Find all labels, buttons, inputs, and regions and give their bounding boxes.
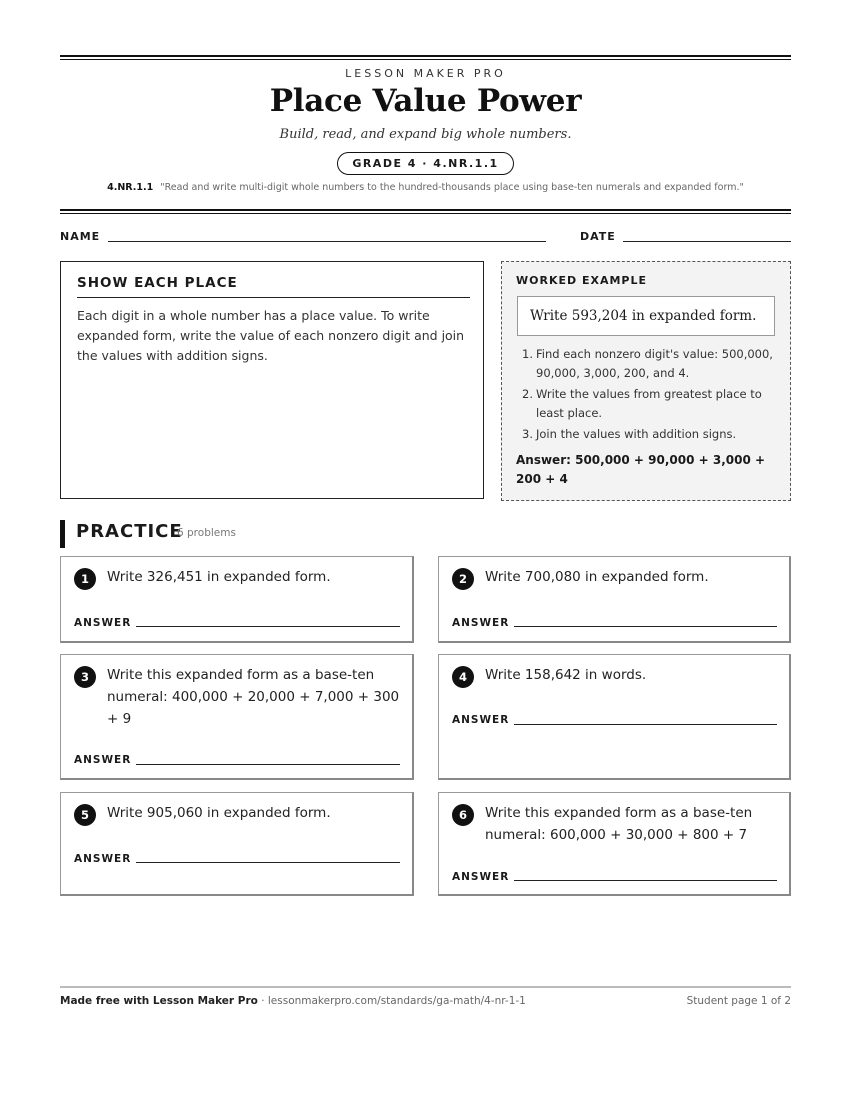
brand-name: LESSON MAKER PRO	[345, 67, 506, 80]
worked-example-box	[501, 261, 791, 501]
worked-example-step: 2. Write the values from greatest place to least place.	[522, 387, 762, 420]
answer-label: ANSWER	[74, 617, 132, 629]
practice-accent-bar	[60, 520, 65, 548]
problem-card-2	[438, 556, 791, 643]
grade-badge: GRADE 4 · 4.NR.1.1	[337, 152, 513, 175]
date-label: DATE	[580, 230, 616, 243]
header-bottom-rule	[60, 209, 791, 211]
practice-count: 6 problems	[177, 527, 236, 539]
worksheet-page	[60, 0, 791, 1100]
answer-label: ANSWER	[74, 754, 132, 766]
name-date-row	[60, 229, 791, 245]
show-each-place-title: SHOW EACH PLACE	[77, 275, 470, 298]
name-field[interactable]	[108, 241, 546, 242]
worked-example-answer: Answer: 500,000 + 90,000 + 3,000 + 200 + 4	[516, 453, 766, 486]
answer-line[interactable]	[514, 724, 777, 725]
footer-made-with: Made free with Lesson Maker Pro	[60, 995, 258, 1007]
footer-page-number: Student page 1 of 2	[686, 995, 791, 1007]
problem-number-badge: 5	[74, 804, 96, 826]
top-rule	[60, 55, 791, 57]
problem-card-1	[60, 556, 414, 643]
page-title: Place Value Power	[269, 83, 582, 119]
standard-text: "Read and write multi-digit whole numbers to the hundred-thousands place using base-ten numerals and expanded form."	[160, 182, 744, 193]
worked-example-title: WORKED EXAMPLE	[516, 274, 647, 287]
practice-title: PRACTICE	[76, 521, 183, 542]
standard-code: 4.NR.1.1	[107, 182, 154, 193]
problem-number-badge: 1	[74, 568, 96, 590]
footer-rule	[60, 986, 791, 988]
page-subtitle: Build, read, and expand big whole numbers.	[279, 127, 572, 142]
problem-card-5	[60, 792, 414, 896]
show-each-place-body: Each digit in a whole number has a place value. To write expanded form, write the value of each nonzero digit and join the values with addition signs.	[77, 308, 465, 363]
footer-url[interactable]: · lessonmakerpro.com/standards/ga-math/4-nr-1-1	[257, 995, 526, 1007]
problem-card-3	[60, 654, 414, 780]
problem-number-badge: 6	[452, 804, 474, 826]
problem-card-4	[438, 654, 791, 780]
answer-line[interactable]	[136, 862, 400, 863]
problem-text: Write 700,080 in expanded form.	[485, 569, 709, 585]
problem-text: Write 326,451 in expanded form.	[107, 569, 331, 585]
problem-number-badge: 4	[452, 666, 474, 688]
footer-credit	[60, 995, 526, 1007]
show-each-place-box	[60, 261, 484, 499]
problem-number-badge: 3	[74, 666, 96, 688]
standard-statement	[60, 182, 791, 193]
answer-label: ANSWER	[74, 853, 132, 865]
answer-label: ANSWER	[452, 714, 510, 726]
answer-line[interactable]	[136, 764, 400, 765]
date-field[interactable]	[623, 241, 791, 242]
problem-text: Write this expanded form as a base-ten numeral: 400,000 + 20,000 + 7,000 + 300 + 9	[107, 667, 400, 727]
problem-text: Write 158,642 in words.	[485, 667, 647, 683]
problem-number-badge: 2	[452, 568, 474, 590]
worked-example-prompt: Write 593,204 in expanded form.	[517, 296, 775, 336]
answer-label: ANSWER	[452, 871, 510, 883]
answer-line[interactable]	[136, 626, 400, 627]
worked-example-step: 1. Find each nonzero digit's value: 500,000, 90,000, 3,000, 200, and 4.	[522, 347, 773, 380]
answer-line[interactable]	[514, 880, 777, 881]
problem-text: Write 905,060 in expanded form.	[107, 805, 331, 821]
worked-example-step: 3. Join the values with addition signs.	[522, 427, 737, 441]
answer-label: ANSWER	[452, 617, 510, 629]
worked-example-steps	[516, 345, 778, 446]
answer-line[interactable]	[514, 626, 777, 627]
problem-card-6	[438, 792, 791, 896]
problem-text: Write this expanded form as a base-ten numeral: 600,000 + 30,000 + 800 + 7	[485, 805, 753, 843]
name-label: NAME	[60, 230, 101, 243]
